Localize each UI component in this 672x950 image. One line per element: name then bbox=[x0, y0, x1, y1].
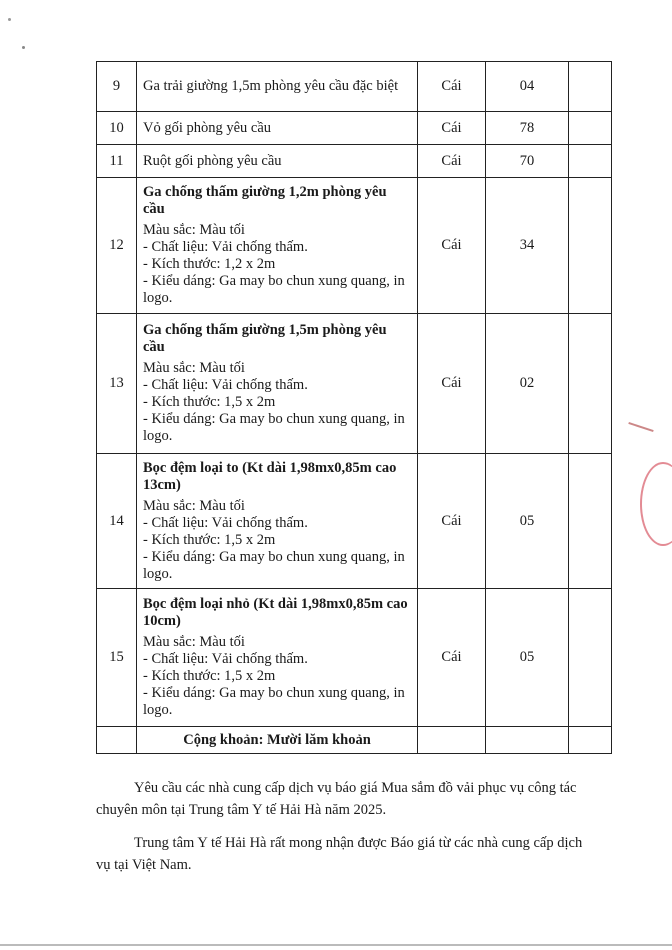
closing-paragraph: Trung tâm Y tế Hải Hà rất mong nhận được Báo giá từ các nhà cung cấp dịch vụ tại Việt Nam. bbox=[96, 834, 583, 873]
spec-color: Màu sắc: Màu tối bbox=[143, 634, 245, 650]
item-name: Ruột gối phòng yêu cầu bbox=[137, 145, 418, 178]
items-table bbox=[96, 61, 612, 754]
empty-cell bbox=[569, 145, 612, 178]
item-name: Vỏ gối phòng yêu cầu bbox=[137, 112, 418, 145]
item-quantity: 02 bbox=[486, 314, 569, 454]
item-quantity: 05 bbox=[486, 454, 569, 589]
spec-style: - Kiểu dáng: Ga may bo chun xung quang, in logo. bbox=[143, 548, 405, 582]
empty-cell bbox=[569, 454, 612, 589]
spec-material: - Chất liệu: Vải chống thấm. bbox=[143, 651, 308, 667]
item-name: Ga trải giường 1,5m phòng yêu cầu đặc biệt bbox=[137, 62, 418, 112]
item-unit: Cái bbox=[418, 112, 486, 145]
empty-cell bbox=[569, 727, 612, 754]
item-quantity: 34 bbox=[486, 178, 569, 314]
empty-cell bbox=[97, 727, 137, 754]
spec-material: - Chất liệu: Vải chống thấm. bbox=[143, 514, 308, 531]
item-quantity: 05 bbox=[486, 589, 569, 727]
item-quantity: 78 bbox=[486, 112, 569, 145]
row-number: 11 bbox=[97, 145, 137, 178]
scan-speck bbox=[8, 18, 11, 21]
item-description bbox=[137, 178, 418, 314]
item-quantity: 70 bbox=[486, 145, 569, 178]
item-unit: Cái bbox=[418, 454, 486, 589]
spec-color: Màu sắc: Màu tối bbox=[143, 497, 245, 514]
item-description bbox=[137, 314, 418, 454]
empty-cell bbox=[486, 727, 569, 754]
row-number: 12 bbox=[97, 178, 137, 314]
empty-cell bbox=[569, 112, 612, 145]
item-title: Ga chống thấm giường 1,5m phòng yêu cầu bbox=[143, 322, 387, 355]
empty-cell bbox=[569, 314, 612, 454]
page-edge-line bbox=[0, 944, 672, 946]
table-row bbox=[97, 454, 612, 589]
item-unit: Cái bbox=[418, 178, 486, 314]
empty-cell bbox=[569, 62, 612, 112]
total-label: Cộng khoản: Mười lăm khoản bbox=[137, 727, 418, 754]
spec-size: - Kích thước: 1,5 x 2m bbox=[143, 668, 276, 684]
spec-style: - Kiểu dáng: Ga may bo chun xung quang, in logo. bbox=[143, 685, 405, 718]
item-description bbox=[137, 454, 418, 589]
row-number: 13 bbox=[97, 314, 137, 454]
item-title: Ga chống thấm giường 1,2m phòng yêu cầu bbox=[143, 184, 387, 217]
row-number: 10 bbox=[97, 112, 137, 145]
empty-cell bbox=[569, 589, 612, 727]
item-description bbox=[137, 589, 418, 727]
item-unit: Cái bbox=[418, 314, 486, 454]
empty-cell bbox=[418, 727, 486, 754]
item-title: Bọc đệm loại nhỏ (Kt dài 1,98mx0,85m cao 10cm) bbox=[143, 596, 408, 629]
scan-speck bbox=[22, 46, 25, 49]
total-row bbox=[97, 727, 612, 754]
red-seal-stamp bbox=[640, 462, 672, 546]
table-row bbox=[97, 589, 612, 727]
table-row bbox=[97, 62, 612, 112]
table-row bbox=[97, 178, 612, 314]
pen-mark bbox=[628, 422, 653, 432]
spec-color: Màu sắc: Màu tối bbox=[143, 360, 245, 376]
spec-size: - Kích thước: 1,5 x 2m bbox=[143, 394, 276, 410]
spec-color: Màu sắc: Màu tối bbox=[143, 222, 245, 238]
row-number: 14 bbox=[97, 454, 137, 589]
row-number: 9 bbox=[97, 62, 137, 112]
spec-style: - Kiểu dáng: Ga may bo chun xung quang, in logo. bbox=[143, 273, 405, 306]
item-title: Bọc đệm loại to (Kt dài 1,98mx0,85m cao 13cm) bbox=[143, 459, 397, 493]
item-unit: Cái bbox=[418, 145, 486, 178]
item-unit: Cái bbox=[418, 589, 486, 727]
spec-material: - Chất liệu: Vải chống thấm. bbox=[143, 239, 308, 255]
request-paragraph: Yêu cầu các nhà cung cấp dịch vụ báo giá Mua sắm đồ vải phục vụ công tác chuyên môn tại Trung tâm Y tế Hải Hà năm 2025. bbox=[96, 779, 577, 818]
row-number: 15 bbox=[97, 589, 137, 727]
table-row bbox=[97, 112, 612, 145]
item-unit: Cái bbox=[418, 62, 486, 112]
spec-size: - Kích thước: 1,5 x 2m bbox=[143, 531, 276, 548]
spec-size: - Kích thước: 1,2 x 2m bbox=[143, 256, 276, 272]
item-quantity: 04 bbox=[486, 62, 569, 112]
spec-material: - Chất liệu: Vải chống thấm. bbox=[143, 377, 308, 393]
table-row bbox=[97, 314, 612, 454]
table-row bbox=[97, 145, 612, 178]
empty-cell bbox=[569, 178, 612, 314]
spec-style: - Kiểu dáng: Ga may bo chun xung quang, in logo. bbox=[143, 411, 405, 444]
